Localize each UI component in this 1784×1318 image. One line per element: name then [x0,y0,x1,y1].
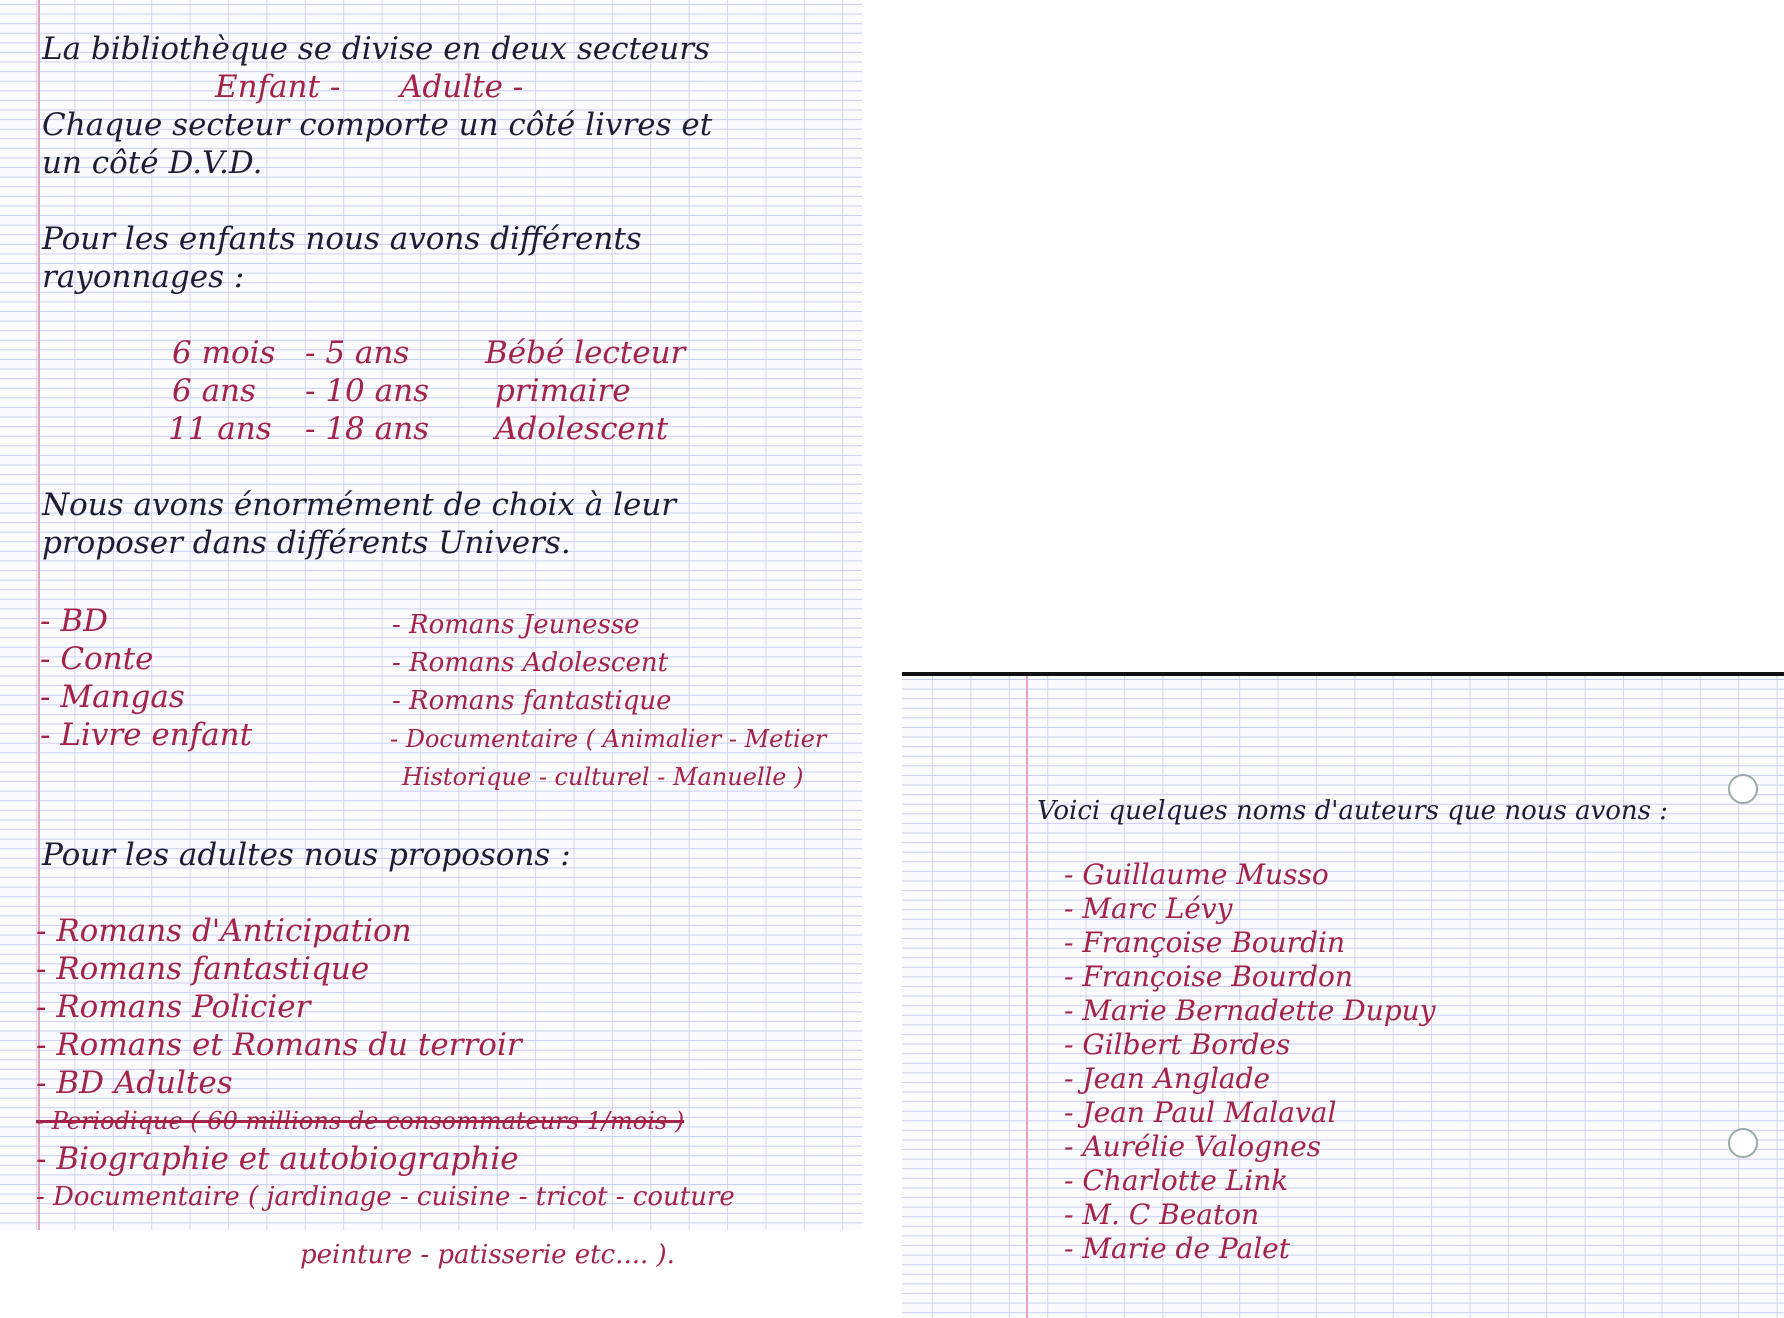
shelf-label: Adolescent [495,411,669,447]
children-heading-1: Pour les enfants nous avons différents [42,221,642,257]
shelf-label: primaire [495,373,631,409]
adult-list-item: - BD Adultes [36,1065,233,1101]
child-novel-item: - Documentaire ( Animalier - Metier [390,725,827,753]
author-item: - Françoise Bourdon [1064,960,1353,993]
adult-list-item-crossed: - Periodique ( 60 millions de consommateurs 1/mois ) [36,1107,685,1135]
choice-line-1: Nous avons énormément de choix à leur [42,487,677,523]
author-item: - Marie de Palet [1064,1232,1290,1265]
adult-doc-cont: peinture - patisserie etc.... ). [300,1240,675,1270]
binder-hole [1728,774,1758,804]
shelf-age-to: - 10 ans [305,373,429,409]
intro-line-3: Chaque secteur comporte un côté livres et [42,107,713,143]
child-novel-item: - Romans Adolescent [392,648,669,678]
adult-list-item: - Biographie et autobiographie [36,1141,519,1177]
intro-line-1: La bibliothèque se divise en deux secteurs [42,31,710,67]
author-item: - M. C Beaton [1064,1198,1260,1231]
author-item: - Gilbert Bordes [1064,1028,1291,1061]
sector-adult: Adulte - [400,69,524,105]
child-list-item: - BD [40,603,108,639]
child-novel-item: - Romans fantastique [392,686,672,716]
shelf-age-from: 6 mois [172,335,276,371]
adult-list-item: - Romans et Romans du terroir [36,1027,522,1063]
author-item: - Jean Anglade [1064,1062,1271,1095]
right-notebook-page [902,672,1784,1318]
author-item: - Marie Bernadette Dupuy [1064,994,1436,1027]
author-item: - Guillaume Musso [1064,858,1329,891]
shelf-age-from: 11 ans [168,411,272,447]
choice-line-2: proposer dans différents Univers. [42,525,571,561]
adults-heading: Pour les adultes nous proposons : [42,837,571,873]
right-page-margin-line [1026,676,1028,1318]
shelf-label: Bébé lecteur [485,335,686,371]
child-list-item: - Livre enfant [40,717,253,753]
authors-heading: Voici quelques noms d'auteurs que nous avons : [1037,796,1669,826]
child-list-item: - Conte [40,641,154,677]
binder-hole [1728,1128,1758,1158]
child-list-item: - Mangas [40,679,185,715]
shelf-age-to: - 18 ans [305,411,429,447]
left-notebook-page [0,0,862,1230]
child-novel-item: - Romans Jeunesse [392,610,640,640]
adult-list-item: - Documentaire ( jardinage - cuisine - tricot - couture [36,1182,735,1212]
author-item: - Charlotte Link [1064,1164,1289,1197]
author-item: - Françoise Bourdin [1064,926,1345,959]
author-item: - Jean Paul Malaval [1064,1096,1337,1129]
adult-list-item: - Romans fantastique [36,951,370,987]
author-item: - Aurélie Valognes [1064,1130,1322,1163]
shelf-age-from: 6 ans [172,373,256,409]
intro-line-4: un côté D.V.D. [42,145,263,181]
adult-list-item: - Romans Policier [36,989,311,1025]
author-item: - Marc Lévy [1064,892,1233,925]
children-heading-2: rayonnages : [42,259,245,295]
shelf-age-to: - 5 ans [305,335,410,371]
adult-list-item: - Romans d'Anticipation [36,913,412,949]
child-novel-item-cont: Historique - culturel - Manuelle ) [402,763,804,791]
sector-child: Enfant - [215,69,341,105]
